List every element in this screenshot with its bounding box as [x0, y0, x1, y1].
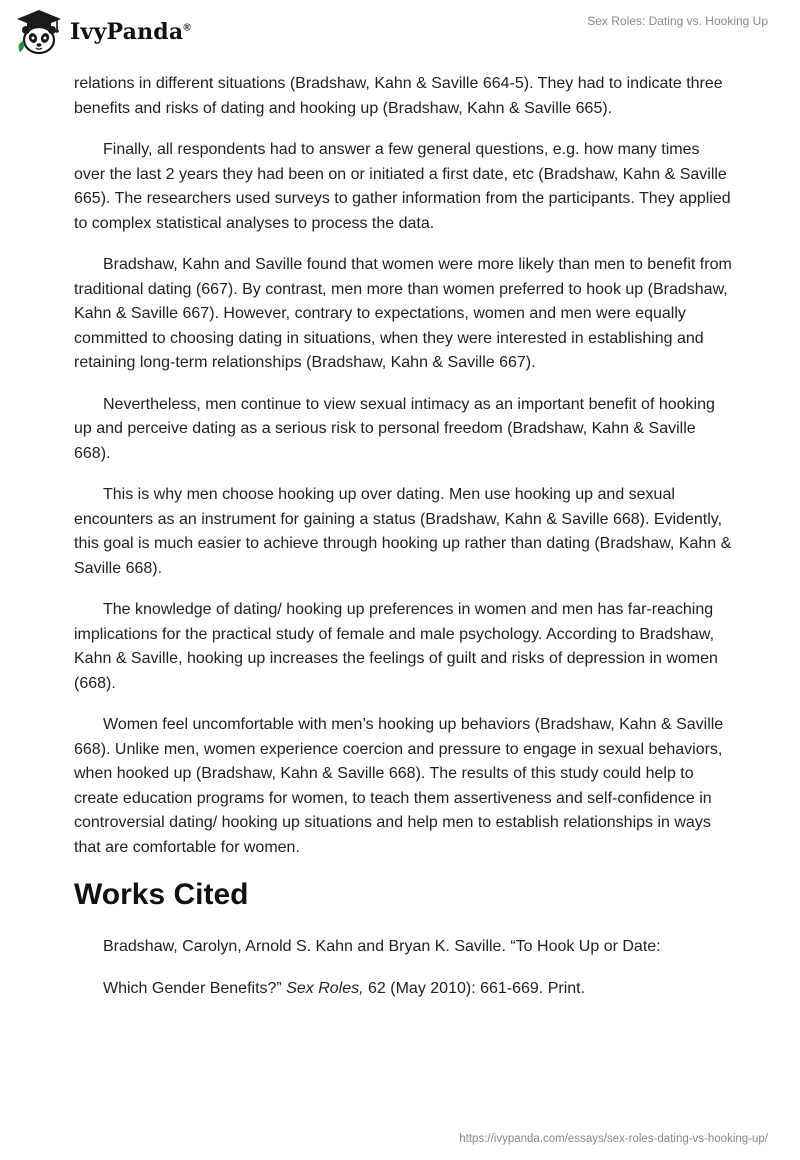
document-title: Sex Roles: Dating vs. Hooking Up: [587, 14, 768, 28]
source-url[interactable]: https://ivypanda.com/essays/sex-roles-dating-vs-hooking-up/: [459, 1133, 768, 1145]
logo-wordmark: IvyPanda®: [70, 19, 191, 45]
ivypanda-logo[interactable]: [14, 8, 191, 56]
paragraph: The knowledge of dating/ hooking up preferences in women and men has far-reaching implications for the practical study of female and male psychology. According to Bradshaw, Kahn & Saville, hooking up increases the feelings of guilt and risks of depression in women (668).: [74, 601, 718, 692]
essay-body: [74, 72, 734, 1018]
paragraph: Bradshaw, Kahn and Saville found that women were more likely than men to benefit from traditional dating (667). By contrast, men more than women preferred to hook up (Bradshaw, Kahn & Saville 667). However, contrary to expectations, women and men were equally committed to choosing dating in situations, when they were interested in establishing and retaining long-term relationships (Bradshaw, Kahn & Saville 667).: [74, 256, 732, 371]
registered-mark: ®: [183, 22, 191, 34]
panda-graduate-icon: [14, 8, 64, 56]
citation-details: 62 (May 2010): 661-669. Print.: [368, 979, 586, 997]
citation-line-1: Bradshaw, Carolyn, Arnold S. Kahn and Bryan K. Saville. “To Hook Up or Date:: [103, 938, 661, 955]
paragraph: Nevertheless, men continue to view sexual intimacy as an important benefit of hooking up and perceive dating as a serious risk to personal freedom (Bradshaw, Kahn & Saville 668).: [74, 395, 715, 462]
page-header: [0, 0, 800, 60]
works-cited-heading: Works Cited: [74, 878, 249, 911]
paragraph: This is why men choose hooking up over dating. Men use hooking up and sexual encounters as an instrument for gaining a status (Bradshaw, Kahn & Saville 668). Evidently, this goal is much easier to achieve through hooking up rather than dating (Bradshaw, Kahn & Saville 668).: [74, 486, 732, 577]
paragraph: Women feel uncomfortable with men’s hooking up behaviors (Bradshaw, Kahn & Saville 668). Unlike men, women experience coercion and pressure to engage in sexual behaviors, when hooked up (Bradshaw, Kahn & Saville 668). The results of this study could help to create education programs for women, to teach them assertiveness and self-confidence in controversial dating/ hooking up situations and help men to establish relationships in ways that are comfortable for women.: [74, 716, 724, 856]
citation-line-2: [103, 977, 734, 1002]
citation-journal: Sex Roles,: [286, 979, 364, 997]
paragraph: Finally, all respondents had to answer a few general questions, e.g. how many times over the last 2 years they had been on or initiated a first date, etc (Bradshaw, Kahn & Saville 665). The researchers used surveys to gather information from the participants. They applied to complex statistical analyses to process the data.: [74, 141, 731, 232]
citation-title-end: Which Gender Benefits?”: [103, 979, 282, 997]
paragraph-continued: relations in different situations (Bradshaw, Kahn & Saville 664-5). They had to indicate three benefits and risks of dating and hooking up (Bradshaw, Kahn & Saville 665).: [74, 75, 723, 117]
